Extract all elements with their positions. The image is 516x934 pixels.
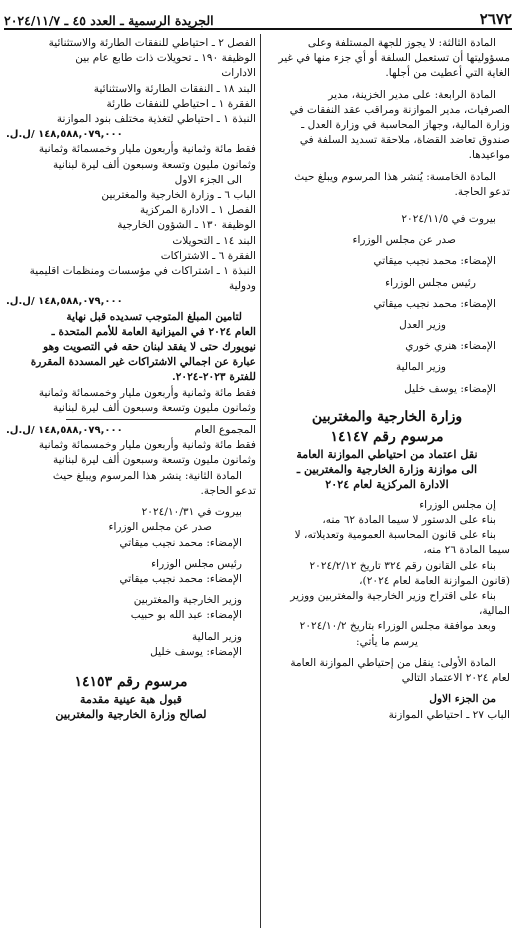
decree-number: مرسوم رقم ١٤١٥٣: [74, 673, 188, 690]
ministry-heading: وزارة الخارجية والمغتربين: [311, 408, 463, 425]
currency: ل.ل.: [6, 425, 31, 437]
text-line: الادارات: [221, 67, 256, 80]
text-line: سيما المادة ٢٦ منه،: [423, 544, 510, 557]
preamble: [264, 498, 510, 650]
amount-words: وثمانون مليون وتسعة وسبعون ألف ليرة لبنانية: [53, 454, 256, 467]
text-line: البند ١٨ ـ النفقات الطارئة والاستثنائية: [93, 82, 256, 95]
amount-words: فقط مائة وثمانية وأربعون مليار وخمسمائة وثمانية: [38, 143, 256, 156]
article-2: [6, 469, 256, 499]
text-line: المالية،: [478, 605, 510, 618]
text-line: مواعيدها.: [468, 149, 510, 162]
text-line: المادة الخامسة: يُنشر هذا المرسوم ويبلغ حيث: [294, 170, 496, 183]
decree-date: بيروت في ٢٠٢٤/١١/٥: [401, 213, 496, 226]
text-line: مسؤوليتها أن تستعمل السلفة أو أي جزء منها في غير: [278, 52, 510, 65]
text-line: وبعد موافقة مجلس الوزراء بتاريخ ٢٠٢٤/١٠/٢: [299, 620, 496, 633]
text-line: الفصل ٢ ـ احتياطي للنفقات الطارئة والاستثنائية: [48, 37, 256, 49]
text-line: النبذة ١ ـ احتياطي لتغذية مختلف بنود الموازنة: [56, 113, 256, 126]
text-line: نيويورك حتى لا يفقد لبنان حقه في التصويت وهو: [43, 341, 256, 354]
budget-source: [6, 36, 256, 127]
text-line: بناء على اقتراح وزير الخارجية والمغتربين ووزير: [290, 590, 496, 603]
text-line: الى الجزء الاول: [174, 173, 242, 186]
text-line: عبارة عن اجمالي الاشتراكات غير المسددة المقررة: [30, 356, 256, 369]
text-line: المادة الرابعة: على مدير الخزينة، مدير: [328, 88, 496, 101]
text-line: المادة الأولى: ينقل من إحتياطي الموازنة العامة: [290, 656, 496, 669]
text-line: صدر عن مجلس الوزراء: [352, 234, 456, 247]
purpose-note: [6, 310, 256, 386]
page-number: ٢٦٧٢: [479, 10, 512, 28]
text-line: الى موازنة وزارة الخارجية والمغتربين ـ: [296, 461, 478, 476]
text-line: الادارة المركزية لعام ٢٠٢٤: [325, 476, 449, 491]
text-line: رئيس مجلس الوزراء: [385, 276, 476, 289]
article-5: [264, 170, 510, 200]
text-line: بناء على القانون رقم ٣٢٤ تاريخ ٢٠٢٤/٢/١٢: [309, 559, 496, 572]
decree-number: مرسوم رقم ١٤١٤٧: [330, 428, 444, 445]
text-line: (قانون الموازنة العامة لعام ٢٠٢٤)،: [359, 574, 510, 587]
text-line: وزير المالية: [191, 630, 242, 643]
column-divider: [260, 34, 261, 928]
text-line: الإمضاء: محمد نجيب ميقاتي: [373, 297, 496, 310]
text-line: الفصل ١ ـ الادارة المركزية: [140, 204, 256, 217]
decree-date: بيروت في ٢٠٢٤/١٠/٣١: [141, 506, 242, 519]
signature-block: [6, 520, 256, 660]
currency: ل.ل.: [6, 296, 31, 308]
text-line: لعام ٢٠٢٤ الاعتماد التالي: [401, 672, 510, 685]
text-line: البند ١٤ ـ التحويلات: [172, 234, 256, 247]
text-line: وزير المالية: [395, 361, 446, 374]
amount-row: ١٤٨,٥٨٨,٠٧٩,٠٠٠ /ل.ل.: [6, 296, 123, 308]
text-line: وزير الخارجية والمغتربين: [133, 594, 242, 607]
text-line: الإمضاء: يوسف خليل: [404, 382, 496, 395]
text-line: الوظيفة ١٩٠ ـ تحويلات ذات طابع عام بين: [75, 52, 256, 65]
text-line: نقل اعتماد من احتياطي الموازنة العامة: [296, 446, 478, 461]
total-rule: [66, 419, 256, 420]
amount-value: ١٤٨,٥٨٨,٠٧٩,٠٠٠: [38, 425, 123, 437]
text-line: رئيس مجلس الوزراء: [151, 557, 242, 570]
text-line: إن مجلس الوزراء: [419, 498, 496, 511]
text-line: النبذة ١ ـ اشتراكات في مؤسسات ومنظمات اقليمية: [29, 265, 256, 278]
text-line: صدر عن مجلس الوزراء: [108, 521, 212, 534]
text-line: يرسم ما يأتي:: [356, 635, 418, 648]
text-line: المادة الثالثة: لا يجوز للجهة المستلفة وعلى: [307, 37, 496, 49]
text-line: المادة الثانية: ينشر هذا المرسوم ويبلغ حيث: [52, 469, 242, 482]
budget-destination: [6, 173, 256, 295]
text-line: لتامين المبلغ المتوجب تسديده قبل نهاية: [66, 310, 242, 323]
amount-value: ١٤٨,٥٨٨,٠٧٩,٠٠٠: [38, 129, 123, 141]
right-column: [264, 36, 510, 723]
text-line: الإمضاء: محمد نجيب ميقاتي: [373, 255, 496, 268]
text-line: الوظيفة ١٣٠ ـ الشؤون الخارجية: [117, 219, 256, 232]
currency: ل.ل.: [6, 129, 31, 141]
amount-words: فقط مائة وثمانية وأربعون مليار وخمسمائة وثمانية: [38, 386, 256, 399]
total-row: المجموع العام ١٤٨,٥٨٨,٠٧٩,٠٠٠ /ل.ل.: [6, 423, 256, 438]
text-line: الإمضاء: محمد نجيب ميقاتي: [119, 536, 242, 549]
text-line: بناء على قانون المحاسبة العمومية وتعديلاته، لا: [294, 529, 496, 542]
page-header: [4, 4, 512, 30]
chapter-line: الباب ٢٧ ـ احتياطي الموازنة: [388, 708, 510, 721]
text-line: الفقرة ١ ـ احتياطي للنفقات طارئة: [106, 97, 256, 110]
total-label: المجموع العام: [194, 424, 256, 437]
text-line: وزارة المالية، وجهاز المحاسبة في وزارة العدل ـ: [301, 119, 510, 132]
signature-block: [264, 233, 510, 397]
text-line: وزير العدل: [399, 319, 446, 332]
part-heading: من الجزء الاول: [429, 693, 496, 706]
article-3: [264, 36, 510, 82]
article-1: [264, 656, 510, 686]
text-line: العام ٢٠٢٤ في الميزانية العامة للأمم المتحدة ـ: [51, 325, 256, 338]
left-column: [6, 36, 256, 722]
amount-row: ١٤٨,٥٨٨,٠٧٩,٠٠٠ /ل.ل.: [6, 129, 123, 141]
decree-title: لصالح وزارة الخارجية والمغتربين: [55, 706, 207, 721]
text-line: ودولية: [228, 280, 256, 293]
decree-title: [264, 447, 510, 492]
text-line: الإمضاء: عبد الله بو حبيب: [130, 609, 242, 622]
text-line: الإمضاء: هنري خوري: [405, 340, 496, 353]
text-line: الفقرة ٦ ـ الاشتراكات: [160, 249, 256, 262]
amount-words: وثمانون مليون وتسعة وسبعون ألف ليرة لبنانية: [53, 158, 256, 171]
text-line: تدعو الحاجة.: [200, 484, 256, 497]
text-line: للفترة ٢٠٢٣-٢٠٢٤.: [171, 371, 256, 384]
amount-words: وثمانون مليون وتسعة وسبعون ألف ليرة لبنانية: [53, 401, 256, 414]
text-line: تدعو الحاجة.: [454, 185, 510, 198]
text-line: بناء على الدستور لا سيما المادة ٦٢ منه،: [322, 514, 496, 527]
amount-value: ١٤٨,٥٨٨,٠٧٩,٠٠٠: [38, 296, 123, 308]
text-line: الإمضاء: محمد نجيب ميقاتي: [119, 572, 242, 585]
article-4: [264, 88, 510, 164]
text-line: الصرفيات، مدير الموازنة ومراقب عقد النفقات في: [289, 103, 510, 116]
text-line: صندوق تعاضد القضاة، ملاحقة تسديد السلفة في: [299, 134, 510, 147]
text-line: الباب ٦ ـ وزارة الخارجية والمغتربين: [101, 189, 256, 202]
gazette-title: الجريدة الرسمية ـ العدد ٤٥ ـ ٢٠٢٤/١١/٧: [4, 13, 214, 28]
amount-words: فقط مائة وثمانية وأربعون مليار وخمسمائة وثمانية: [38, 439, 256, 452]
text-line: الإمضاء: يوسف خليل: [150, 645, 242, 658]
text-line: الغاية التي أعطيت من أجلها.: [385, 67, 510, 80]
decree-title: قبول هبة عينية مقدمة: [80, 691, 182, 706]
